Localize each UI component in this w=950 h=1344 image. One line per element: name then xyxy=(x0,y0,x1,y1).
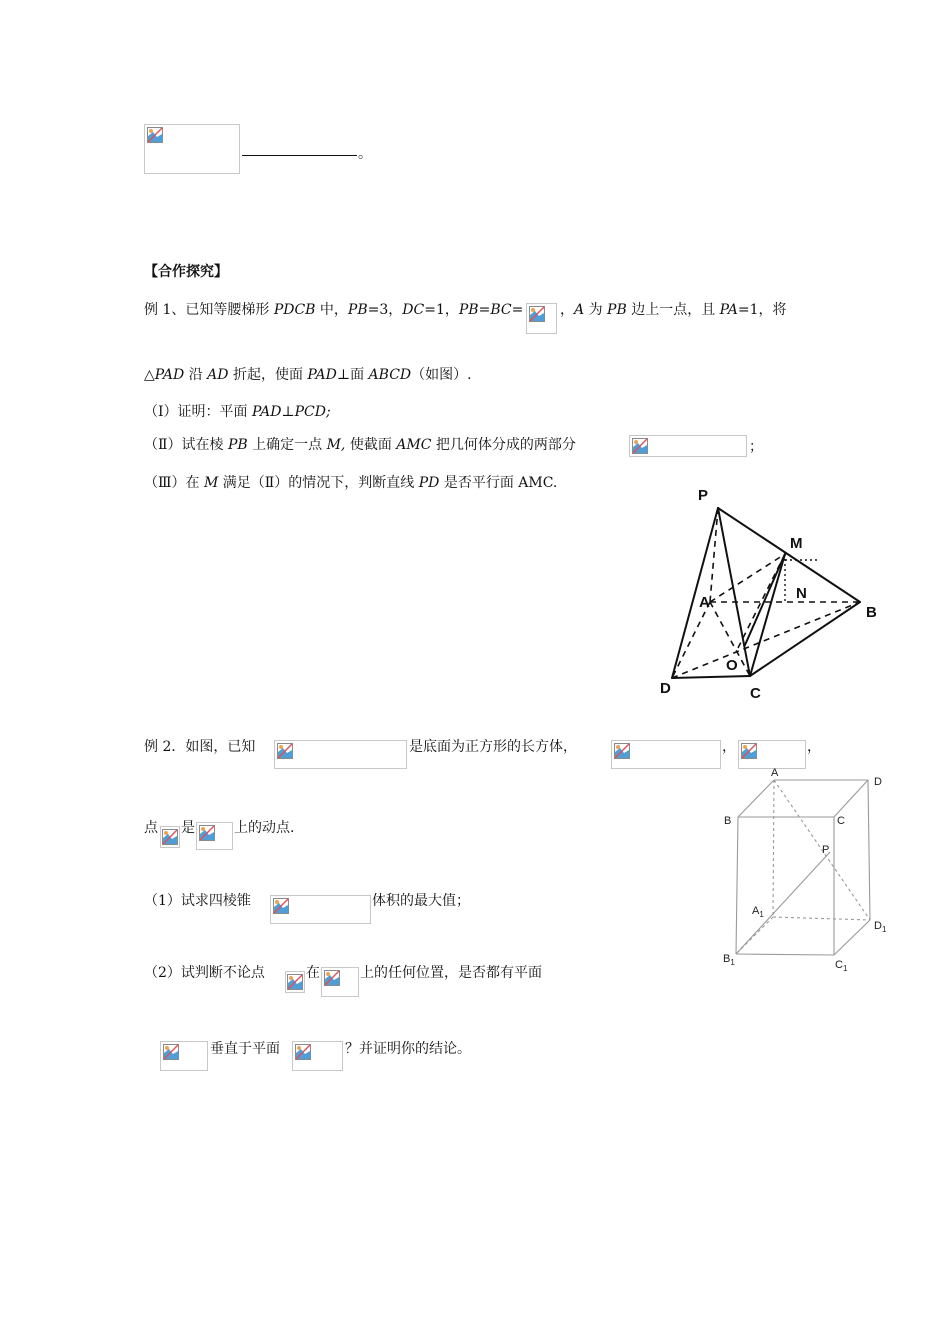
ex2-line1-d: ， xyxy=(807,739,821,755)
ex1-line1: 例 1、已知等腰梯形 PDCB 中，PB=3，DC=1，PB=BC= xyxy=(144,302,524,318)
end-mark: 。 xyxy=(358,146,372,162)
section-heading: 【合作探究】 xyxy=(144,264,228,280)
label-B: B xyxy=(724,815,732,827)
ex2-q2-c: 上的任何位置，是否都有平面 xyxy=(360,965,542,981)
ex2-q2-a: （2）试判断不论点 xyxy=(144,965,265,981)
broken-image-icon xyxy=(273,898,289,914)
ex2-q3-b: ？并证明你的结论。 xyxy=(345,1041,471,1057)
image-placeholder xyxy=(144,124,240,174)
broken-image-icon xyxy=(162,829,178,845)
image-placeholder xyxy=(160,1041,208,1071)
answer-blank xyxy=(242,155,357,156)
label-M: M xyxy=(790,535,803,552)
pyramid-figure xyxy=(650,480,890,705)
image-placeholder xyxy=(270,895,371,924)
image-placeholder xyxy=(160,826,180,848)
ex1-q1: （Ⅰ）证明：平面 PAD⊥PCD; xyxy=(144,404,331,420)
image-placeholder xyxy=(285,971,305,993)
ex1-q3: （Ⅲ）在 M 满足（Ⅱ）的情况下，判断直线 PD 是否平行面 AMC. xyxy=(144,475,558,491)
label-B: B xyxy=(866,604,877,621)
broken-image-icon xyxy=(277,743,293,759)
label-N: N xyxy=(796,585,807,602)
ex2-line1-c: ， xyxy=(722,739,736,755)
label-D: D xyxy=(874,776,882,788)
label-A1: $A_1$ xyxy=(752,905,764,919)
label-D: D xyxy=(660,680,671,697)
broken-image-icon xyxy=(199,825,215,841)
label-C1: $C_1$ xyxy=(835,959,848,973)
label-D1: $D_1$ xyxy=(874,920,887,934)
cuboid-figure xyxy=(718,762,898,982)
label-C: C xyxy=(837,815,845,827)
broken-image-icon xyxy=(614,743,630,759)
label-P: P xyxy=(822,844,830,856)
ex2-q3-a: 垂直于平面 xyxy=(210,1041,280,1057)
label-C: C xyxy=(750,685,761,702)
label-P: P xyxy=(698,487,709,504)
image-placeholder xyxy=(274,740,407,769)
broken-image-icon xyxy=(295,1044,311,1060)
image-placeholder xyxy=(611,740,721,769)
label-B1: $B_1$ xyxy=(723,953,735,967)
broken-image-icon xyxy=(324,970,340,986)
broken-image-icon xyxy=(147,127,163,143)
image-placeholder xyxy=(526,303,557,334)
broken-image-icon xyxy=(287,974,303,990)
broken-image-icon xyxy=(529,306,545,322)
ex2-q2-b: 在 xyxy=(306,965,320,981)
label-A: A xyxy=(699,594,710,611)
broken-image-icon xyxy=(632,438,648,454)
ex2-line2-c: 上的动点. xyxy=(234,820,295,836)
ex2-q1-a: （1）试求四棱锥 xyxy=(144,893,251,909)
ex2-line2-a: 点 xyxy=(144,820,158,836)
label-A: A xyxy=(771,767,779,779)
broken-image-icon xyxy=(163,1044,179,1060)
image-placeholder xyxy=(321,967,359,997)
ex2-line1-b: 是底面为正方形的长方体， xyxy=(409,739,577,755)
ex1-q2: （Ⅱ）试在棱 PB 上确定一点 M, 使截面 AMC 把几何体分成的两部分 xyxy=(144,437,576,453)
ex1-line1-rest: ，A 为 PB 边上一点，且 PA=1，将 xyxy=(560,302,787,318)
image-placeholder xyxy=(292,1041,343,1071)
ex1-line2: △PAD 沿 AD 折起，使面 PAD⊥面 ABCD（如图）. xyxy=(144,367,472,383)
ex2-line1-a: 例 2．如图，已知 xyxy=(144,739,256,755)
image-placeholder xyxy=(196,822,233,850)
broken-image-icon xyxy=(741,743,757,759)
ex2-line2-b: 是 xyxy=(181,820,195,836)
ex1-q2-end: ； xyxy=(749,439,763,455)
ex2-q1-b: 体积的最大值； xyxy=(372,893,470,909)
label-O: O xyxy=(726,657,738,674)
image-placeholder xyxy=(629,435,747,457)
